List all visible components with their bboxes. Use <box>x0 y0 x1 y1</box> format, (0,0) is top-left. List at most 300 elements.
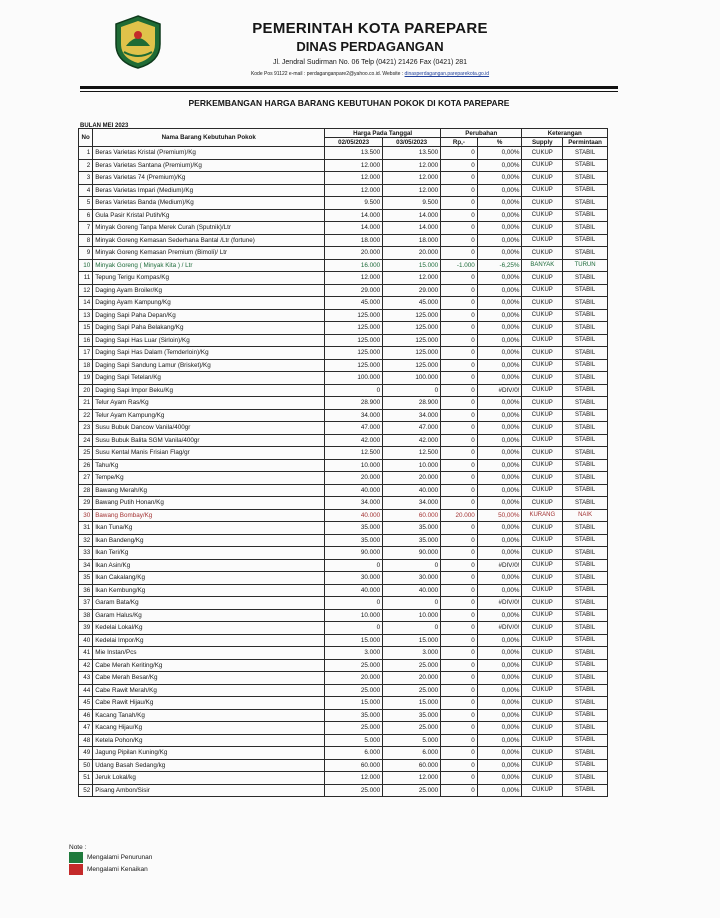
row-price-date2: 90.000 <box>383 547 441 560</box>
table-row <box>79 309 608 322</box>
row-change-pct: 0,00% <box>477 759 522 772</box>
table-row <box>79 747 608 760</box>
row-change-rp: 0 <box>441 572 478 585</box>
row-price-date1: 20.000 <box>325 672 383 685</box>
row-price-date1: 14.000 <box>325 222 383 235</box>
row-no: 26 <box>79 459 93 472</box>
col-item: Nama Barang Kebutuhan Pokok <box>93 129 325 147</box>
row-item-name: Udang Basah Sedang/kg <box>93 759 325 772</box>
row-demand: STABIL <box>563 722 608 735</box>
table-row <box>79 522 608 535</box>
row-demand: STABIL <box>563 759 608 772</box>
row-demand: STABIL <box>563 684 608 697</box>
row-price-date1: 25.000 <box>325 684 383 697</box>
row-no: 17 <box>79 347 93 360</box>
row-price-date1: 16.000 <box>325 259 383 272</box>
row-price-date1: 60.000 <box>325 759 383 772</box>
row-change-pct: 0,00% <box>477 547 522 560</box>
row-change-rp: 0 <box>441 334 478 347</box>
row-price-date1: 100.000 <box>325 372 383 385</box>
row-change-pct: 0,00% <box>477 772 522 785</box>
row-price-date2: 40.000 <box>383 484 441 497</box>
row-price-date2: 100.000 <box>383 372 441 385</box>
row-price-date1: 30.000 <box>325 572 383 585</box>
row-item-name: Daging Sapi Has Dalam (Temderloin)/Kg <box>93 347 325 360</box>
row-change-rp: 20.000 <box>441 509 478 522</box>
row-item-name: Daging Sapi Sandung Lamur (Brisket)/Kg <box>93 359 325 372</box>
row-no: 35 <box>79 572 93 585</box>
row-demand: STABIL <box>563 597 608 610</box>
row-price-date2: 25.000 <box>383 784 441 797</box>
row-no: 12 <box>79 284 93 297</box>
row-change-rp: 0 <box>441 634 478 647</box>
row-price-date1: 0 <box>325 597 383 610</box>
row-item-name: Daging Sapi Impor Beku/Kg <box>93 384 325 397</box>
row-item-name: Minyak Goreng ( Minyak Kita ) / Ltr <box>93 259 325 272</box>
row-price-date2: 20.000 <box>383 672 441 685</box>
row-price-date1: 25.000 <box>325 784 383 797</box>
row-change-pct: 0,00% <box>477 359 522 372</box>
row-price-date2: 10.000 <box>383 609 441 622</box>
table-row <box>79 272 608 285</box>
row-price-date1: 40.000 <box>325 584 383 597</box>
row-no: 13 <box>79 309 93 322</box>
row-price-date1: 40.000 <box>325 509 383 522</box>
table-row <box>79 247 608 260</box>
row-no: 2 <box>79 159 93 172</box>
table-row <box>79 734 608 747</box>
row-change-pct: 0,00% <box>477 297 522 310</box>
row-price-date2: 45.000 <box>383 297 441 310</box>
row-price-date2: 18.000 <box>383 234 441 247</box>
row-change-pct: 0,00% <box>477 172 522 185</box>
row-price-date2: 25.000 <box>383 722 441 735</box>
row-supply: CUKUP <box>522 772 563 785</box>
row-price-date1: 125.000 <box>325 322 383 335</box>
row-no: 24 <box>79 434 93 447</box>
row-price-date1: 5.000 <box>325 734 383 747</box>
row-supply: CUKUP <box>522 334 563 347</box>
table-row <box>79 647 608 660</box>
row-no: 27 <box>79 472 93 485</box>
row-price-date2: 47.000 <box>383 422 441 435</box>
row-demand: STABIL <box>563 272 608 285</box>
legend-swatch-increase <box>69 864 83 875</box>
website-link[interactable]: dinasperdagangan.pareparekota.go.id <box>404 71 490 77</box>
row-supply: CUKUP <box>522 434 563 447</box>
table-row <box>79 672 608 685</box>
price-table <box>78 128 608 797</box>
row-price-date1: 13.500 <box>325 147 383 160</box>
row-item-name: Telur Ayam Kampung/Kg <box>93 409 325 422</box>
row-price-date1: 28.900 <box>325 397 383 410</box>
row-demand: STABIL <box>563 334 608 347</box>
row-no: 15 <box>79 322 93 335</box>
row-price-date1: 90.000 <box>325 547 383 560</box>
table-row <box>79 334 608 347</box>
row-change-rp: 0 <box>441 172 478 185</box>
row-no: 16 <box>79 334 93 347</box>
table-row <box>79 709 608 722</box>
row-no: 30 <box>79 509 93 522</box>
row-change-rp: 0 <box>441 784 478 797</box>
table-row <box>79 147 608 160</box>
row-price-date2: 0 <box>383 622 441 635</box>
row-price-date1: 12.500 <box>325 447 383 460</box>
row-change-rp: 0 <box>441 697 478 710</box>
row-demand: STABIL <box>563 447 608 460</box>
table-row <box>79 409 608 422</box>
row-change-pct: 0,00% <box>477 372 522 385</box>
row-item-name: Bawang Merah/Kg <box>93 484 325 497</box>
row-supply: CUKUP <box>522 497 563 510</box>
row-supply: CUKUP <box>522 697 563 710</box>
row-demand: STABIL <box>563 459 608 472</box>
col-demand: Permintaan <box>563 138 608 147</box>
row-item-name: Bawang Bombay/Kg <box>93 509 325 522</box>
row-item-name: Kedelai Impor/Kg <box>93 634 325 647</box>
row-change-pct: 0,00% <box>477 534 522 547</box>
row-item-name: Kacang Hijau/Kg <box>93 722 325 735</box>
table-row <box>79 322 608 335</box>
row-supply: CUKUP <box>522 784 563 797</box>
row-change-pct: 0,00% <box>477 647 522 660</box>
row-demand: STABIL <box>563 197 608 210</box>
table-row <box>79 634 608 647</box>
row-supply: CUKUP <box>522 659 563 672</box>
row-supply: CUKUP <box>522 197 563 210</box>
row-no: 43 <box>79 672 93 685</box>
row-no: 47 <box>79 722 93 735</box>
row-supply: CUKUP <box>522 447 563 460</box>
row-no: 28 <box>79 484 93 497</box>
row-price-date2: 28.900 <box>383 397 441 410</box>
row-item-name: Cabe Rawit Hijau/Kg <box>93 697 325 710</box>
row-supply: CUKUP <box>522 684 563 697</box>
row-item-name: Beras Varietas 74 (Premium)/Kg <box>93 172 325 185</box>
row-no: 40 <box>79 634 93 647</box>
row-price-date1: 12.000 <box>325 184 383 197</box>
row-change-pct: 0,00% <box>477 322 522 335</box>
col-change-group: Perubahan <box>441 129 522 138</box>
row-demand: STABIL <box>563 747 608 760</box>
row-change-pct: 0,00% <box>477 722 522 735</box>
legend-swatch-decrease <box>69 852 83 863</box>
row-demand: STABIL <box>563 497 608 510</box>
row-price-date2: 30.000 <box>383 572 441 585</box>
row-no: 11 <box>79 272 93 285</box>
row-demand: STABIL <box>563 697 608 710</box>
table-row <box>79 222 608 235</box>
row-supply: CUKUP <box>522 609 563 622</box>
row-no: 1 <box>79 147 93 160</box>
row-item-name: Ikan Asin/Kg <box>93 559 325 572</box>
row-change-pct: #DIV/0! <box>477 597 522 610</box>
row-price-date1: 34.000 <box>325 497 383 510</box>
row-supply: CUKUP <box>522 472 563 485</box>
row-supply: CUKUP <box>522 647 563 660</box>
row-price-date2: 3.000 <box>383 647 441 660</box>
row-change-pct: 0,00% <box>477 397 522 410</box>
row-demand: STABIL <box>563 372 608 385</box>
row-price-date2: 10.000 <box>383 459 441 472</box>
row-change-pct: 0,00% <box>477 472 522 485</box>
row-change-pct: 0,00% <box>477 159 522 172</box>
row-change-rp: 0 <box>441 272 478 285</box>
row-supply: CUKUP <box>522 347 563 360</box>
row-supply: CUKUP <box>522 484 563 497</box>
row-price-date1: 125.000 <box>325 347 383 360</box>
row-price-date1: 15.000 <box>325 634 383 647</box>
row-demand: STABIL <box>563 522 608 535</box>
row-change-rp: 0 <box>441 709 478 722</box>
row-price-date2: 125.000 <box>383 334 441 347</box>
table-row <box>79 172 608 185</box>
table-row <box>79 684 608 697</box>
row-price-date2: 60.000 <box>383 759 441 772</box>
row-no: 25 <box>79 447 93 460</box>
row-item-name: Ikan Cakalang/Kg <box>93 572 325 585</box>
row-supply: CUKUP <box>522 247 563 260</box>
contact-text: Kode Pos 91122 e-mail : perdaganganpare2@yahoo.co.id. Website : <box>250 71 404 77</box>
row-supply: CUKUP <box>522 397 563 410</box>
row-demand: STABIL <box>563 359 608 372</box>
row-price-date1: 12.000 <box>325 159 383 172</box>
row-item-name: Cabe Merah Keriting/Kg <box>93 659 325 672</box>
row-change-rp: 0 <box>441 472 478 485</box>
row-demand: TURUN <box>563 259 608 272</box>
row-demand: STABIL <box>563 384 608 397</box>
table-row <box>79 422 608 435</box>
col-no: No <box>79 129 93 147</box>
row-price-date1: 47.000 <box>325 422 383 435</box>
row-change-rp: 0 <box>441 422 478 435</box>
row-supply: CUKUP <box>522 322 563 335</box>
row-supply: CUKUP <box>522 622 563 635</box>
row-change-pct: #DIV/0! <box>477 384 522 397</box>
row-demand: STABIL <box>563 184 608 197</box>
row-price-date2: 34.000 <box>383 409 441 422</box>
row-change-rp: 0 <box>441 622 478 635</box>
table-row <box>79 347 608 360</box>
row-price-date1: 20.000 <box>325 472 383 485</box>
row-demand: STABIL <box>563 347 608 360</box>
row-price-date2: 125.000 <box>383 347 441 360</box>
row-no: 39 <box>79 622 93 635</box>
row-change-rp: 0 <box>441 459 478 472</box>
row-price-date2: 13.500 <box>383 147 441 160</box>
row-price-date1: 40.000 <box>325 484 383 497</box>
row-change-rp: 0 <box>441 734 478 747</box>
row-supply: CUKUP <box>522 359 563 372</box>
row-demand: STABIL <box>563 622 608 635</box>
row-supply: CUKUP <box>522 634 563 647</box>
row-change-pct: 0,00% <box>477 409 522 422</box>
header-rule <box>80 86 618 89</box>
row-item-name: Daging Ayam Kampung/Kg <box>93 297 325 310</box>
row-change-pct: 0,00% <box>477 609 522 622</box>
row-no: 37 <box>79 597 93 610</box>
row-item-name: Telur Ayam Ras/Kg <box>93 397 325 410</box>
row-demand: STABIL <box>563 247 608 260</box>
row-change-rp: 0 <box>441 647 478 660</box>
row-price-date1: 25.000 <box>325 722 383 735</box>
row-change-rp: 0 <box>441 447 478 460</box>
row-no: 4 <box>79 184 93 197</box>
row-change-pct: 0,00% <box>477 447 522 460</box>
row-change-pct: 0,00% <box>477 434 522 447</box>
row-item-name: Ikan Kembung/Kg <box>93 584 325 597</box>
row-supply: CUKUP <box>522 584 563 597</box>
row-demand: STABIL <box>563 422 608 435</box>
row-price-date2: 12.000 <box>383 172 441 185</box>
col-price-group: Harga Pada Tanggal <box>325 129 441 138</box>
row-supply: CUKUP <box>522 284 563 297</box>
table-row <box>79 622 608 635</box>
row-change-rp: -1.000 <box>441 259 478 272</box>
row-demand: STABIL <box>563 159 608 172</box>
table-row <box>79 372 608 385</box>
row-supply: CUKUP <box>522 709 563 722</box>
row-no: 50 <box>79 759 93 772</box>
row-item-name: Mie Instan/Pcs <box>93 647 325 660</box>
row-price-date2: 0 <box>383 559 441 572</box>
table-row <box>79 384 608 397</box>
row-change-rp: 0 <box>441 347 478 360</box>
row-no: 41 <box>79 647 93 660</box>
contact-line <box>120 71 620 77</box>
row-item-name: Daging Sapi Paha Belakang/Kg <box>93 322 325 335</box>
row-no: 6 <box>79 209 93 222</box>
row-change-pct: 0,00% <box>477 309 522 322</box>
table-row <box>79 459 608 472</box>
row-demand: STABIL <box>563 672 608 685</box>
row-price-date1: 12.000 <box>325 772 383 785</box>
row-supply: CUKUP <box>522 759 563 772</box>
row-no: 7 <box>79 222 93 235</box>
row-price-date2: 125.000 <box>383 322 441 335</box>
table-row <box>79 209 608 222</box>
row-demand: STABIL <box>563 709 608 722</box>
row-change-rp: 0 <box>441 209 478 222</box>
row-item-name: Ikan Teri/Kg <box>93 547 325 560</box>
row-item-name: Tepung Terigu Kompas/Kg <box>93 272 325 285</box>
table-row <box>79 772 608 785</box>
row-demand: STABIL <box>563 572 608 585</box>
row-item-name: Susu Bubuk Balita SGM Vanila/400gr <box>93 434 325 447</box>
row-demand: STABIL <box>563 322 608 335</box>
row-change-pct: 0,00% <box>477 684 522 697</box>
table-row <box>79 497 608 510</box>
row-price-date1: 125.000 <box>325 309 383 322</box>
row-change-rp: 0 <box>441 384 478 397</box>
row-demand: STABIL <box>563 222 608 235</box>
legend-decrease <box>69 852 152 863</box>
row-price-date2: 6.000 <box>383 747 441 760</box>
row-price-date2: 12.000 <box>383 159 441 172</box>
row-change-pct: 0,00% <box>477 747 522 760</box>
table-row <box>79 597 608 610</box>
row-change-pct: 0,00% <box>477 272 522 285</box>
table-row <box>79 359 608 372</box>
row-price-date2: 35.000 <box>383 534 441 547</box>
row-no: 49 <box>79 747 93 760</box>
row-item-name: Jagung Pipilan Kuning/Kg <box>93 747 325 760</box>
row-demand: STABIL <box>563 584 608 597</box>
row-price-date1: 0 <box>325 622 383 635</box>
row-price-date2: 35.000 <box>383 709 441 722</box>
row-supply: CUKUP <box>522 222 563 235</box>
row-item-name: Daging Sapi Has Luar (Sirloin)/Kg <box>93 334 325 347</box>
row-no: 45 <box>79 697 93 710</box>
row-price-date2: 25.000 <box>383 659 441 672</box>
col-supply: Supply <box>522 138 563 147</box>
row-price-date1: 35.000 <box>325 522 383 535</box>
row-supply: KURANG <box>522 509 563 522</box>
row-item-name: Garam Halus/Kg <box>93 609 325 622</box>
row-no: 10 <box>79 259 93 272</box>
row-change-pct: 0,00% <box>477 672 522 685</box>
row-change-pct: 0,00% <box>477 784 522 797</box>
row-price-date2: 42.000 <box>383 434 441 447</box>
row-supply: CUKUP <box>522 547 563 560</box>
row-supply: CUKUP <box>522 409 563 422</box>
row-supply: CUKUP <box>522 184 563 197</box>
table-row <box>79 297 608 310</box>
row-price-date2: 20.000 <box>383 247 441 260</box>
table-row <box>79 547 608 560</box>
table-row <box>79 659 608 672</box>
row-price-date2: 25.000 <box>383 684 441 697</box>
row-change-pct: 50,00% <box>477 509 522 522</box>
table-row <box>79 722 608 735</box>
row-demand: STABIL <box>563 484 608 497</box>
row-supply: CUKUP <box>522 309 563 322</box>
row-demand: STABIL <box>563 397 608 410</box>
row-price-date2: 34.000 <box>383 497 441 510</box>
row-price-date1: 6.000 <box>325 747 383 760</box>
row-change-rp: 0 <box>441 759 478 772</box>
row-supply: CUKUP <box>522 722 563 735</box>
table-row <box>79 259 608 272</box>
row-change-rp: 0 <box>441 322 478 335</box>
table-row <box>79 284 608 297</box>
row-item-name: Daging Sapi Tetelan/Kg <box>93 372 325 385</box>
row-price-date1: 10.000 <box>325 609 383 622</box>
row-item-name: Kedelai Lokal/Kg <box>93 622 325 635</box>
row-price-date1: 18.000 <box>325 234 383 247</box>
row-change-rp: 0 <box>441 772 478 785</box>
row-demand: STABIL <box>563 172 608 185</box>
row-demand: STABIL <box>563 297 608 310</box>
row-item-name: Cabe Rawit Merah/Kg <box>93 684 325 697</box>
row-change-pct: 0,00% <box>477 334 522 347</box>
report-title: PERKEMBANGAN HARGA BARANG KEBUTUHAN POKOK DI KOTA PAREPARE <box>188 98 510 108</box>
col-pct: % <box>477 138 522 147</box>
note-label: Note : <box>69 844 87 851</box>
table-row <box>79 784 608 797</box>
row-demand: STABIL <box>563 647 608 660</box>
table-row <box>79 472 608 485</box>
header-rule-thin <box>80 91 618 92</box>
row-no: 19 <box>79 372 93 385</box>
row-no: 21 <box>79 397 93 410</box>
row-no: 32 <box>79 534 93 547</box>
row-price-date1: 12.000 <box>325 172 383 185</box>
table-row <box>79 509 608 522</box>
row-no: 36 <box>79 584 93 597</box>
table-row <box>79 184 608 197</box>
